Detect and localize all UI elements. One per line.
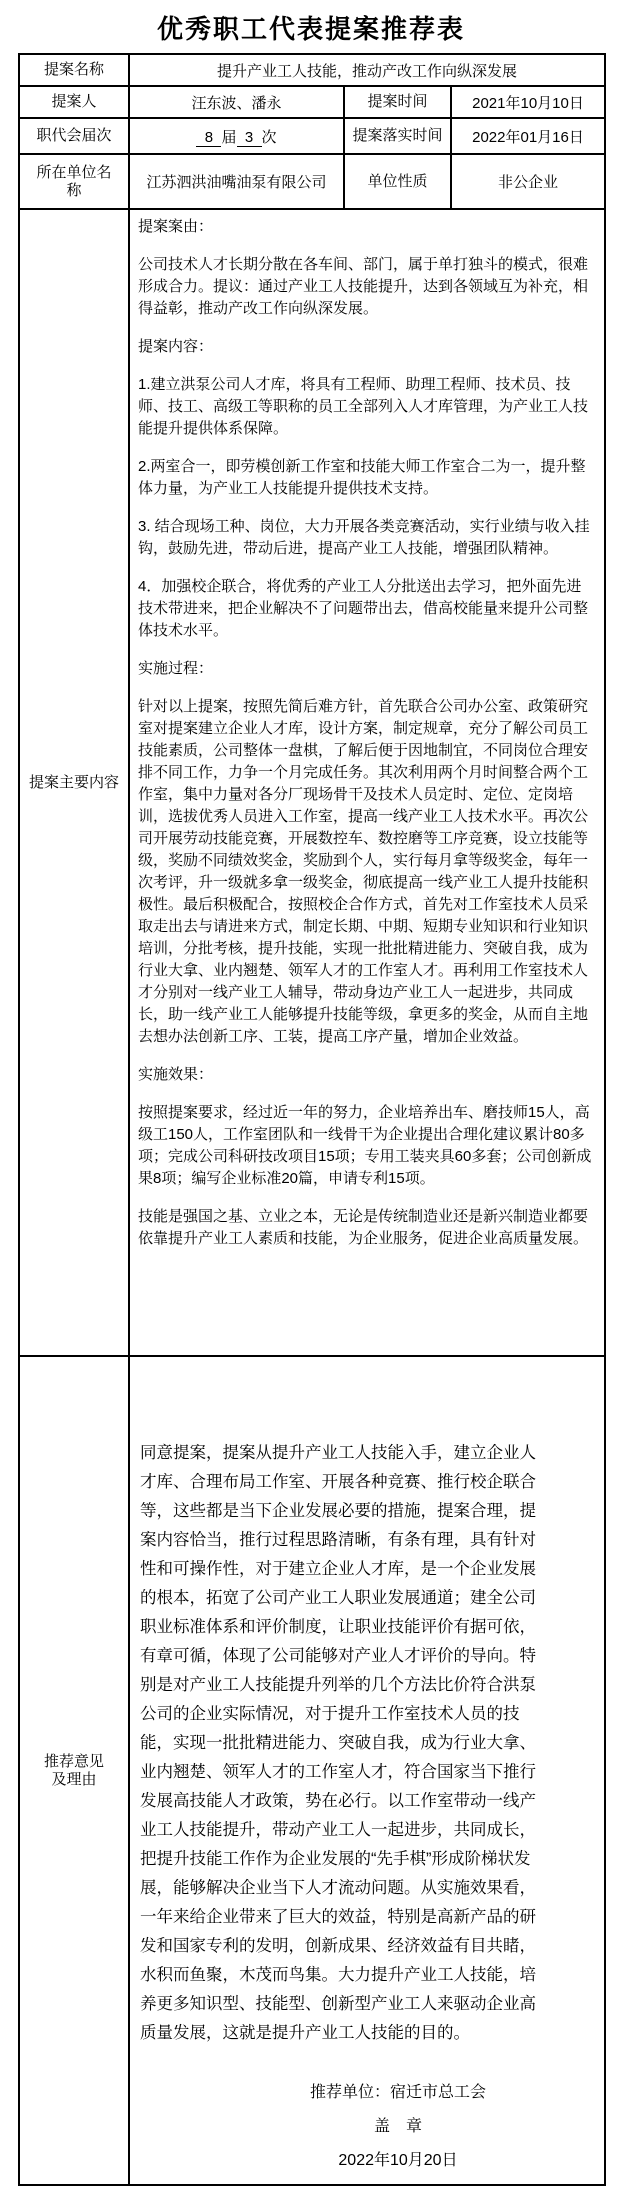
recommendation-label-text: 推荐意见及理由 xyxy=(43,1752,104,1788)
reason-heading: 提案案由： xyxy=(138,218,214,235)
main-content-cell xyxy=(129,209,605,1356)
row-proposal-name xyxy=(19,54,605,86)
unit-name-value: 江苏泗洪油嘴油泵有限公司 xyxy=(129,154,344,209)
implement-time-label: 提案落实时间 xyxy=(344,118,451,154)
proposal-time-value: 2021年10月10日 xyxy=(451,86,605,118)
proposal-form-table xyxy=(18,53,606,2186)
row-proposer xyxy=(19,86,605,118)
session-unit-ci: 次 xyxy=(261,128,277,146)
content-item-2: 2.两室合一，即劳模创新工作室和技能大师工作室合二为一，提升整体力量，为产业工人技能提升提供技术支持。 xyxy=(138,458,586,497)
congress-session-label: 职代会届次 xyxy=(19,118,129,154)
page-title: 优秀职工代表提案推荐表 xyxy=(156,14,465,44)
signature-block xyxy=(140,2080,596,2174)
recommendation-paragraph: 同意提案，提案从提升产业工人技能入手，建立企业人才库、合理布局工作室、开展各种竞赛、推行校企联合等，这些都是当下企业发展必要的措施，提案合理，提案内容恰当，推行过程思路清晰，有条有理，具有针对性和可操作性，对于建立企业人才库，是一个企业发展的根本，拓宽了公司产业工人职业发展通道；建全公司职业标准体系和评价制度，让职业技能评价有据可依，有章可循，体现了公司能够对产业人才评价的导向。特别是对产业工人技能提升列举的几个方法比价符合洪泵公司的企业实际情况，对于提升工作室技术人员的技能，实现一批批精进能力、突破自我，成为行业大拿、业内翘楚、领军人才的工作室人才，符合国家当下推行发展高技能人才政策，势在必行。以工作室带动一线产业工人技能提升，带动产业工人一起进步，共同成长，把提升技能工作作为企业发展的“先手棋”形成阶梯状发展，能够解决企业当下人才流动问题。从实施效果看，一年来给企业带来了巨大的效益，特别是高新产品的研发和国家专利的发明，创新成果、经济效益有目共睹，水积而鱼聚，木茂而鸟集。大力提升产业工人技能，培养更多知识型、技能型、创新型产业工人来驱动企业高质量发展，这就是提升产业工人技能的目的。 xyxy=(140,1444,536,2042)
content-item-4: 4．加强校企联合，将优秀的产业工人分批送出去学习，把外面先进技术带进来，把企业解决不了问题带出去，借高校能量来提升公司整体技术水平。 xyxy=(138,578,589,639)
unit-name-label xyxy=(19,154,129,209)
row-congress-session xyxy=(19,118,605,154)
unit-type-value: 非公企业 xyxy=(451,154,605,209)
session-unit-jie: 届 xyxy=(221,128,237,146)
implement-time-value: 2022年01月16日 xyxy=(451,118,605,154)
congress-session-value xyxy=(129,118,344,154)
reason-paragraph: 公司技术人才长期分散在各车间、部门，属于单打独斗的模式，很难形成合力。提议：通过产业工人技能提升，达到各领域互为补充，相得益彰，推动产改工作向纵深发展。 xyxy=(138,256,589,317)
seal-line: 盖 章 xyxy=(373,2118,422,2135)
row-unit xyxy=(19,154,605,209)
row-recommendation xyxy=(19,1356,605,2185)
effect-heading: 实施效果： xyxy=(138,1066,214,1083)
date-line: 2022年10月20日 xyxy=(338,2152,458,2169)
main-content-label: 提案主要内容 xyxy=(19,209,129,1356)
effect-paragraph-2: 技能是强国之基、立业之本，无论是传统制造业还是新兴制造业都要依靠提升产业工人素质和技能，为企业服务，促进企业高质量发展。 xyxy=(138,1208,589,1247)
proposal-time-label: 提案时间 xyxy=(344,86,451,118)
session-count: 3 xyxy=(236,128,262,146)
content-item-3: 3. 结合现场工种、岗位，大力开展各类竞赛活动，实行业绩与收入挂钩，鼓励先进，带动后进，提高产业工人技能，增强团队精神。 xyxy=(138,518,590,557)
row-main-content xyxy=(19,209,605,1356)
proposal-name-label: 提案名称 xyxy=(19,54,129,86)
proposer-value: 汪东波、潘永 xyxy=(129,86,344,118)
unit-type-label: 单位性质 xyxy=(344,154,451,209)
proposer-label: 提案人 xyxy=(19,86,129,118)
content-item-1: 1.建立洪泵公司人才库，将具有工程师、助理工程师、技术员、技师、技工、高级工等职称的员工全部列入人才库管理，为产业工人技能提升提供体系保障。 xyxy=(138,376,589,437)
unit-name-label-text: 所在单位名称 xyxy=(36,163,112,199)
recommendation-label xyxy=(19,1356,129,2185)
session-number: 8 xyxy=(196,128,222,146)
content-heading: 提案内容： xyxy=(138,338,214,355)
recommend-unit-line: 推荐单位：宿迁市总工会 xyxy=(309,2084,486,2101)
proposal-name-value: 提升产业工人技能，推动产改工作向纵深发展 xyxy=(129,54,605,86)
recommendation-cell xyxy=(129,1356,605,2185)
process-paragraph: 针对以上提案，按照先简后难方针，首先联合公司办公室、政策研究室对提案建立企业人才库，设计方案，制定规章，充分了解公司员工技能素质，公司整体一盘棋，了解后便于因地制宜，不同岗位合理安排不同工作，力争一个月完成任务。其次利用两个月时间整合两个工作室，集中力量对各分厂现场骨干及技术人员定时、定位、定岗培训，选拔优秀人员进入工作室，提高一线产业工人技术水平。再次公司开展劳动技能竞赛，开展数控车、数控磨等工序竞赛，设立技能等级，奖励不同绩效奖金，奖励到个人，实行每月拿等级奖金，每年一次考评，升一级就多拿一级奖金，彻底提高一线产业工人提升技能积极性。最后积极配合，按照校企合作方式，首先对工作室技术人员采取走出去与请进来方式，制定长期、中期、短期专业知识和行业知识培训，分批考核，提升技能，实现一批批精进能力、突破自我，成为行业大拿、业内翘楚、领军人才的工作室人才。再利用工作室技术人才分别对一线产业工人辅导，带动身边产业工人一起进步，共同成长，助一线产业工人能够提升技能等级，拿更多的奖金，从而自主地去想办法创新工序、工装，提高工序产量，增加企业效益。 xyxy=(138,698,589,1045)
process-heading: 实施过程： xyxy=(138,660,214,677)
effect-paragraph-1: 按照提案要求，经过近一年的努力，企业培养出车、磨技师15人，高级工150人，工作室团队和一线骨干为企业提出合理化建议累计80多项；完成公司科研技改项目15项；专用工装夹具60多套；公司创新成果8项；编写企业标准20篇，申请专利15项。 xyxy=(138,1104,592,1187)
